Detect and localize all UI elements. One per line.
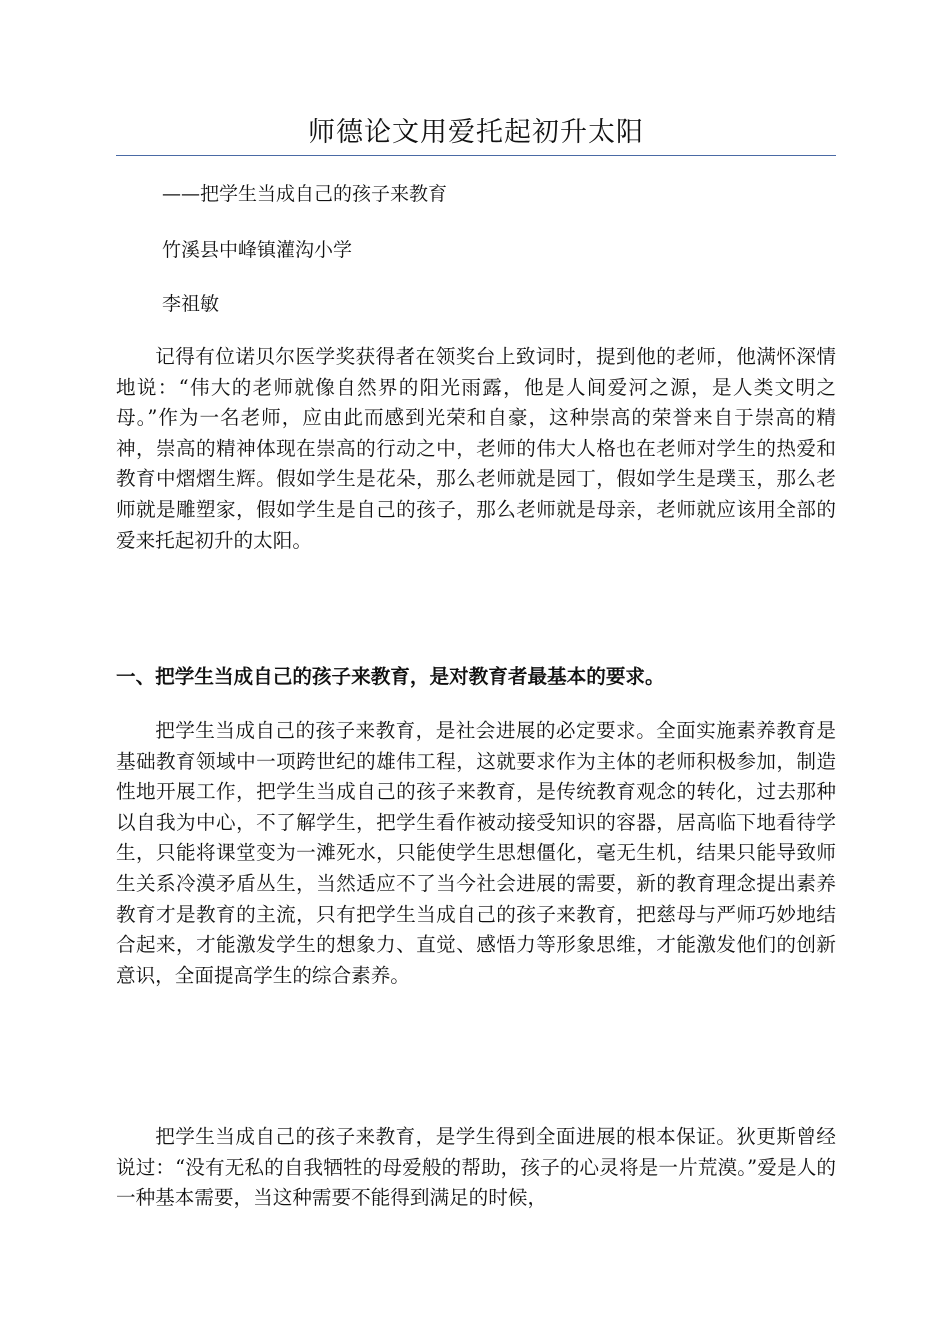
section-heading-1: 一、把学生当成自己的孩子来教育，是对教育者最基本的要求。 <box>116 665 665 688</box>
body-paragraph-section1-b: 把学生当成自己的孩子来教育，是学生得到全面进展的根本保证。狄更斯曾经说过：“没有无私的自我牺牲的母爱般的帮助，孩子的心灵将是一片荒漠。”爱是人的一种基本需要，当这种需要不能得到满足的时候， <box>116 1125 836 1210</box>
title-underline-divider <box>116 155 836 156</box>
body-paragraph-section1-a: 把学生当成自己的孩子来教育，是社会进展的必定要求。全面实施素养教育是基础教育领域中一项跨世纪的雄伟工程，这就要求作为主体的老师积极参加，制造性地开展工作，把学生当成自己的孩子来教育，是传统教育观念的转化，过去那种以自我为中心，不了解学生，把学生看作被动接受知识的容器，居高临下地看待学生，只能将课堂变为一滩死水，只能使学生思想僵化，毫无生机，结果只能导致师生关系冷漠矛盾丛生，当然适应不了当今社会进展的需要，新的教育理念提出素养教育才是教育的主流，只有把学生当成自己的孩子来教育，把慈母与严师巧妙地结合起来，才能激发学生的想象力、直觉、感悟力等形象思维，才能激发他们的创新意识，全面提高学生的综合素养。 <box>116 719 836 987</box>
document-title: 师德论文用爱托起初升太阳 <box>308 117 644 148</box>
body-paragraph-intro: 记得有位诺贝尔医学奖获得者在领奖台上致词时，提到他的老师，他满怀深情地说：“伟大的老师就像自然界的阳光雨露，他是人间爱河之源，是人类文明之母。”作为一名老师，应由此而感到光荣和自豪，这种崇高的荣誉来自于崇高的精神，崇高的精神体现在崇高的行动之中，老师的伟大人格也在老师对学生的热爱和教育中熠熠生辉。假如学生是花朵，那么老师就是园丁，假如学生是璞玉，那么老师就是雕塑家，假如学生是自己的孩子，那么老师就是母亲，老师就应该用全部的爱来托起初升的太阳。 <box>116 345 836 552</box>
author-name: 李祖敏 <box>162 293 220 315</box>
author-school: 竹溪县中峰镇灌沟小学 <box>162 239 353 261</box>
document-subtitle: ——把学生当成自己的孩子来教育 <box>162 183 448 205</box>
